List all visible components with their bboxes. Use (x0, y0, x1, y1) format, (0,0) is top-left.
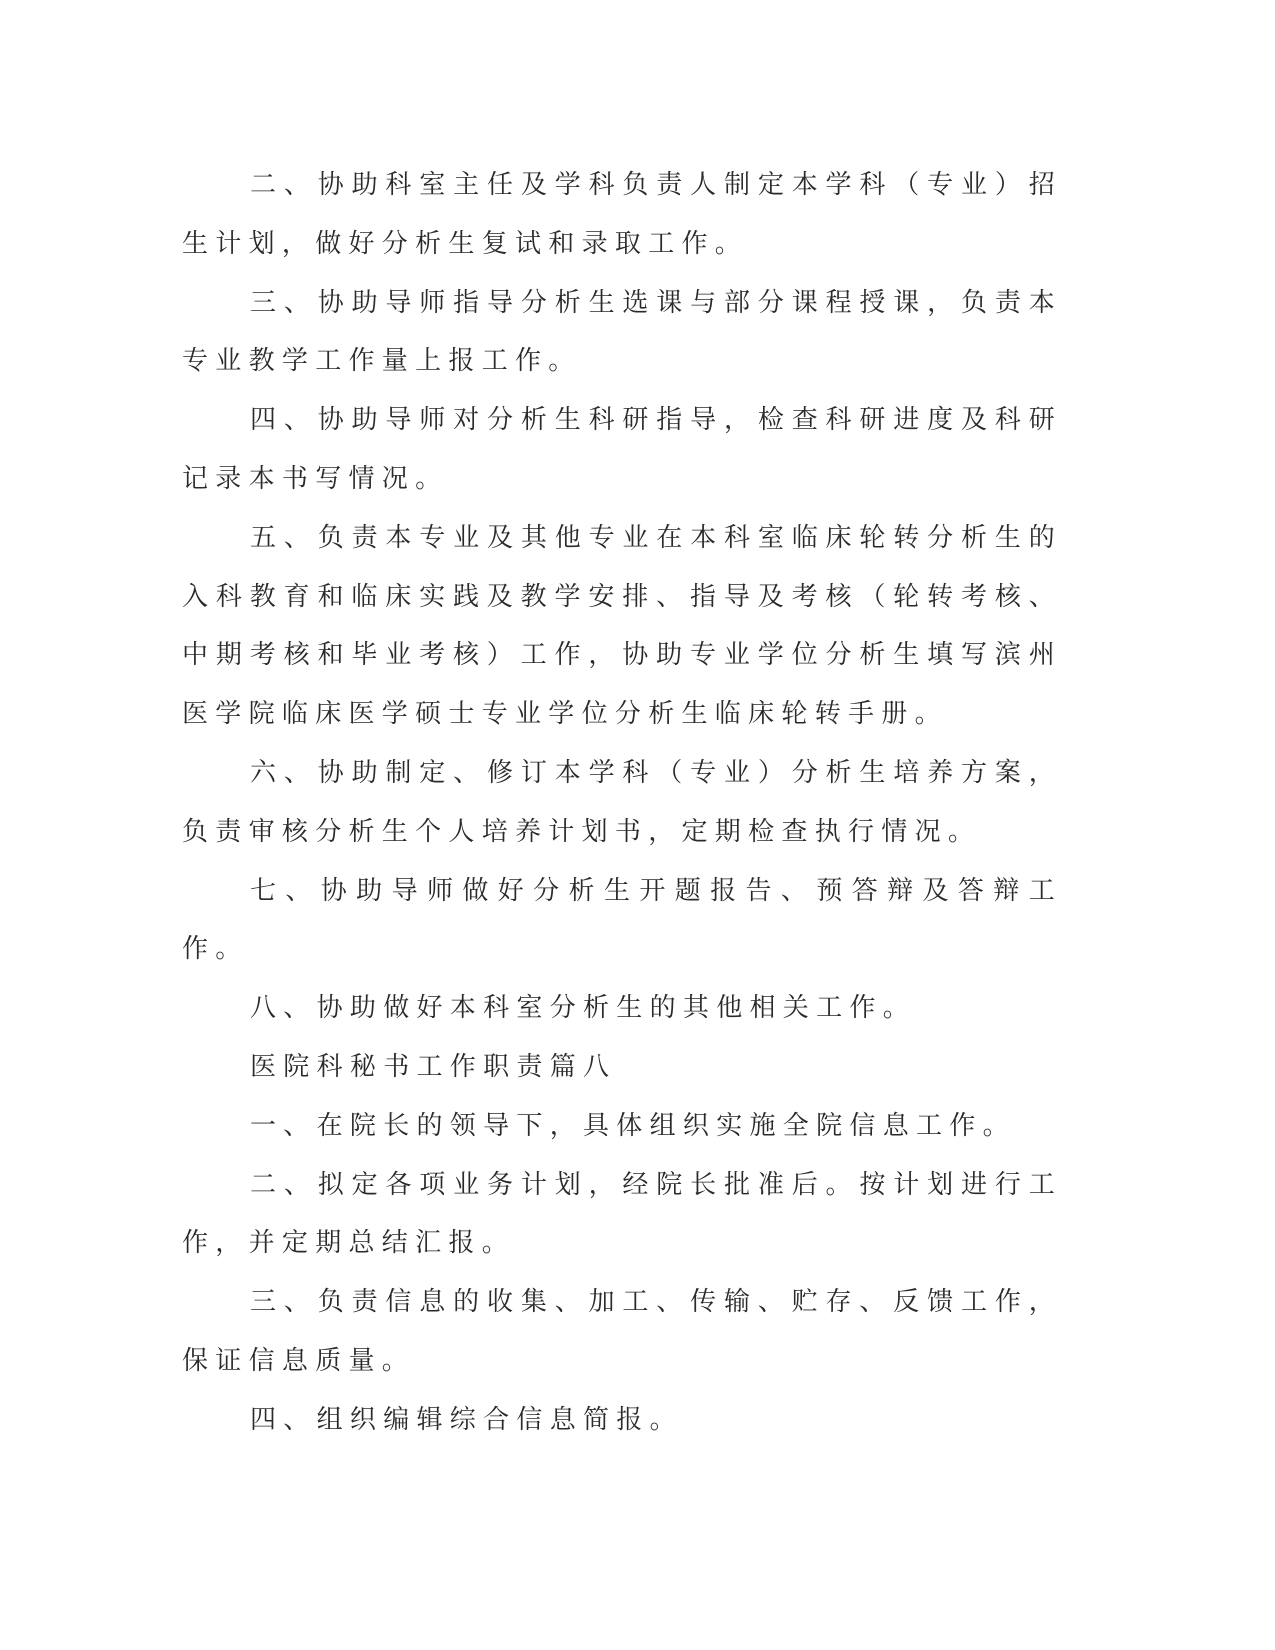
paragraph-item-2-recruitment: 二、协助科室主任及学科负责人制定本学科（专业）招生计划，做好分析生复试和录取工作。 (182, 170, 1062, 259)
paragraph-item-3-courses: 三、协助导师指导分析生选课与部分课程授课，负责本专业教学工作量上报工作。 (182, 287, 1062, 377)
paragraph-item-3-information-quality: 三、负责信息的收集、加工、传输、贮存、反馈工作，保证信息质量。 (182, 1287, 1062, 1376)
paragraph-item-8-other: 八、协助做好本科室分析生的其他相关工作。 (250, 993, 917, 1024)
paragraph-item-6-training-plan: 六、协助制定、修订本学科（专业）分析生培养方案，负责审核分析生个人培养计划书，定期检查执行情况。 (182, 757, 1062, 847)
paragraph-item-7-defense: 七、协助导师做好分析生开题报告、预答辩及答辩工作。 (182, 875, 1062, 965)
paragraph-item-4-research: 四、协助导师对分析生科研指导，检查科研进度及科研记录本书写情况。 (182, 405, 1062, 494)
section-heading: 医院科秘书工作职责篇八 (250, 1051, 617, 1082)
document-body (182, 156, 1062, 1450)
paragraph-item-1-information-work: 一、在院长的领导下，具体组织实施全院信息工作。 (250, 1110, 1016, 1141)
paragraph-item-4-bulletin: 四、组织编辑综合信息简报。 (250, 1404, 683, 1435)
paragraph-item-5-rotation: 五、负责本专业及其他专业在本科室临床轮转分析生的入科教育和临床实践及教学安排、指导及考核（轮转考核、中期考核和毕业考核）工作，协助专业学位分析生填写滨州医学院临床医学硕士专业学位分析生临床轮转手册。 (182, 522, 1062, 730)
paragraph-item-2-business-plan: 二、拟定各项业务计划，经院长批准后。按计划进行工作，并定期总结汇报。 (182, 1169, 1062, 1259)
